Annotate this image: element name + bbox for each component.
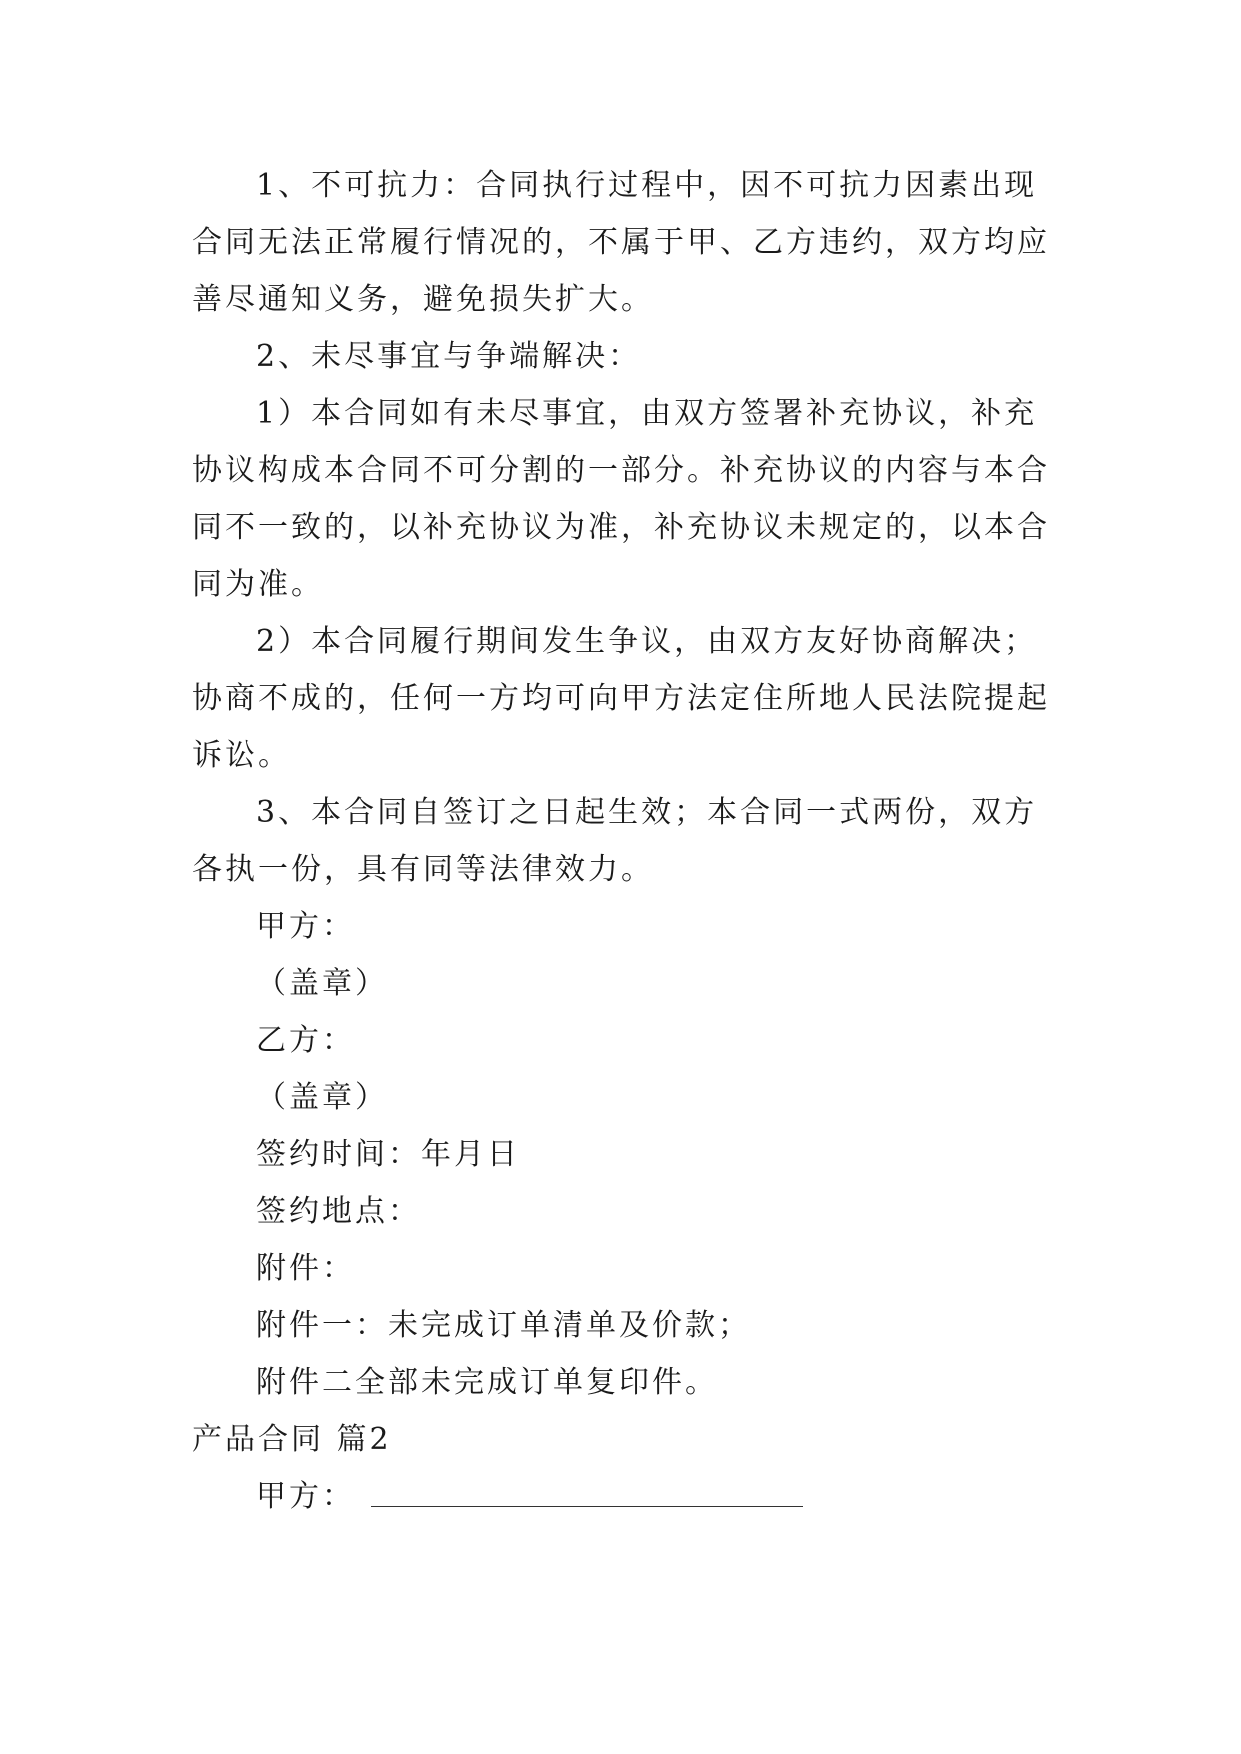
party-b-seal: （盖章） xyxy=(256,1080,388,1115)
attachments-heading: 附件： xyxy=(256,1251,355,1286)
sign-place: 签约地点： xyxy=(256,1194,421,1229)
force-majeure-line-1: 1、不可抗力：合同执行过程中，因不可抗力因素出现 xyxy=(256,168,1038,203)
party-b-label: 乙方： xyxy=(256,1023,355,1058)
sign-date: 签约时间：年月日 xyxy=(256,1137,520,1172)
attachment-item-2: 附件二全部未完成订单复印件。 xyxy=(256,1365,718,1400)
party-a-label: 甲方： xyxy=(256,909,355,944)
dispute-item1-line-1: 1）本合同如有未尽事宜，由双方签署补充协议，补充 xyxy=(256,396,1038,431)
party-a-fill-line xyxy=(371,1506,803,1507)
dispute-item1-line-3: 同不一致的，以补充协议为准，补充协议未规定的，以本合 xyxy=(192,510,1050,545)
effect-line-1: 3、本合同自签订之日起生效；本合同一式两份，双方 xyxy=(256,795,1038,830)
dispute-item2-line-2: 协商不成的，任何一方均可向甲方法定住所地人民法院提起 xyxy=(192,681,1050,716)
effect-line-2: 各执一份，具有同等法律效力。 xyxy=(192,852,654,887)
dispute-item2-line-3: 诉讼。 xyxy=(192,738,291,773)
force-majeure-line-3: 善尽通知义务，避免损失扩大。 xyxy=(192,282,654,317)
dispute-item1-line-2: 协议构成本合同不可分割的一部分。补充协议的内容与本合 xyxy=(192,453,1050,488)
next-party-a-row xyxy=(256,1477,1116,1517)
section-title: 产品合同 篇2 xyxy=(192,1422,392,1457)
next-party-a-label: 甲方： xyxy=(256,1479,355,1514)
dispute-heading: 2、未尽事宜与争端解决： xyxy=(256,339,642,374)
force-majeure-line-2: 合同无法正常履行情况的，不属于甲、乙方违约，双方均应 xyxy=(192,225,1050,260)
attachment-item-1: 附件一：未完成订单清单及价款； xyxy=(256,1308,751,1343)
party-a-seal: （盖章） xyxy=(256,966,388,1001)
dispute-item1-line-4: 同为准。 xyxy=(192,567,324,602)
dispute-item2-line-1: 2）本合同履行期间发生争议，由双方友好协商解决； xyxy=(256,624,1038,659)
